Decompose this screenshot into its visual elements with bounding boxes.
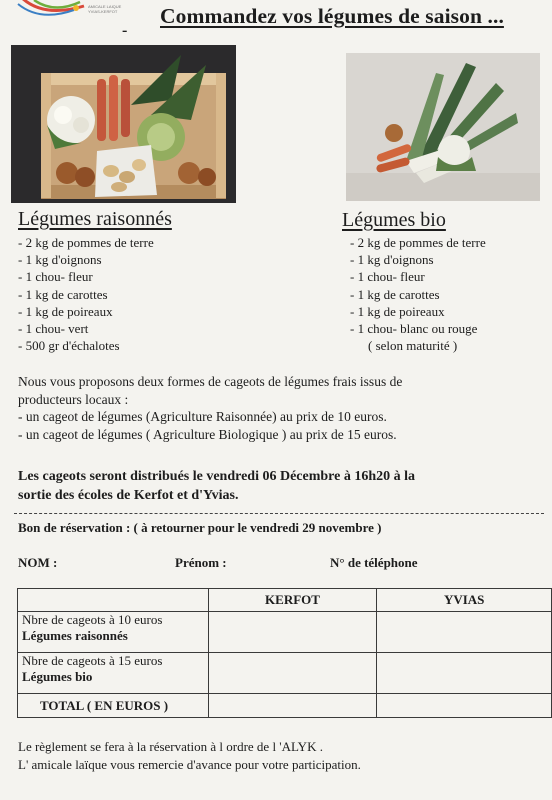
payment-note: Le règlement se fera à la réservation à l ordre de l 'ALYK . [18,739,323,754]
row-label-cell [18,653,209,694]
list-item: - 1 kg de carottes [350,286,440,302]
offer-line: Nous vous proposons deux formes de cageots de légumes frais issus de [18,374,403,389]
maturity-note: ( selon maturité ) [368,338,458,354]
yvias-quantity-cell[interactable] [377,612,552,653]
list-item: - 1 kg de poireaux [350,303,445,319]
row-label: Nbre de cageots à 10 euros [22,612,163,627]
kerfot-quantity-cell[interactable] [208,653,377,694]
reasoned-vegetables-title: Légumes raisonnés [18,208,172,230]
table-header-yvias: YVIAS [377,589,552,612]
logo-text: AMICALE LAIQUE YVIAS-KERFOT [88,4,122,14]
reasoned-vegetables-list [18,234,154,354]
bio-vegetables-photo [346,53,540,201]
list-item: - 1 chou- fleur [18,269,93,285]
row-label-cell [18,612,209,653]
list-item: - 1 kg d'oignons [350,252,434,268]
name-field-label[interactable]: NOM : [18,555,58,570]
order-table [17,588,552,718]
list-item: - 1 chou- blanc ou rouge [350,321,478,337]
offer-line: - un cageot de légumes (Agriculture Raisonnée) au prix de 10 euros. [18,409,387,424]
table-row [18,653,552,694]
kerfot-quantity-cell[interactable] [208,612,377,653]
offer-line: - un cageot de légumes ( Agriculture Biologique ) au prix de 15 euros. [18,426,397,442]
list-item: - 500 gr d'échalotes [18,338,120,354]
table-row [18,612,552,653]
yvias-quantity-cell[interactable] [377,653,552,694]
bio-vegetables-title: Légumes bio [342,209,446,231]
phone-field-label[interactable]: N° de téléphone [330,555,418,570]
cut-line-divider [14,513,544,514]
list-item: - 1 kg d'oignons [18,252,102,268]
table-header-empty [18,589,209,612]
distribution-notice [18,468,538,505]
list-item: - 2 kg de pommes de terre [350,235,486,250]
row-sublabel: Légumes bio [22,669,93,684]
offer-line: producteurs locaux : [18,391,129,407]
thanks-note: L' amicale laïque vous remercie d'avance pour votre participation. [18,757,361,772]
title-bullet: - [122,22,128,39]
total-label: TOTAL ( EN EUROS ) [18,694,209,718]
kerfot-total-cell[interactable] [208,694,377,718]
table-total-row [18,694,552,718]
distribution-line: sortie des écoles de Kerfot et d'Yvias. [18,487,239,503]
distribution-line: Les cageots seront distribués le vendredi 06 Décembre à 16h20 à la [18,469,416,484]
list-item: - 1 chou- vert [18,321,89,337]
table-header-row [18,589,552,612]
list-item: - 1 kg de poireaux [18,303,113,319]
footer-notes [18,738,361,774]
reservation-heading: Bon de réservation : ( à retourner pour le vendredi 29 novembre ) [18,520,382,535]
crate-vegetables-photo [11,45,236,203]
list-item: - 1 kg de carottes [18,286,108,302]
yvias-total-cell[interactable] [377,694,552,718]
list-item: - 2 kg de pommes de terre [18,235,154,250]
row-sublabel: Légumes raisonnés [22,628,128,643]
row-label: Nbre de cageots à 15 euros [22,653,163,668]
list-item: - 1 chou- fleur [350,269,425,285]
offer-paragraph [18,373,528,443]
page-title: Commandez vos légumes de saison ... [160,4,504,28]
table-header-kerfot: KERFOT [208,589,377,612]
bio-vegetables-list [350,234,486,354]
first-name-field-label[interactable]: Prénom : [175,555,227,570]
